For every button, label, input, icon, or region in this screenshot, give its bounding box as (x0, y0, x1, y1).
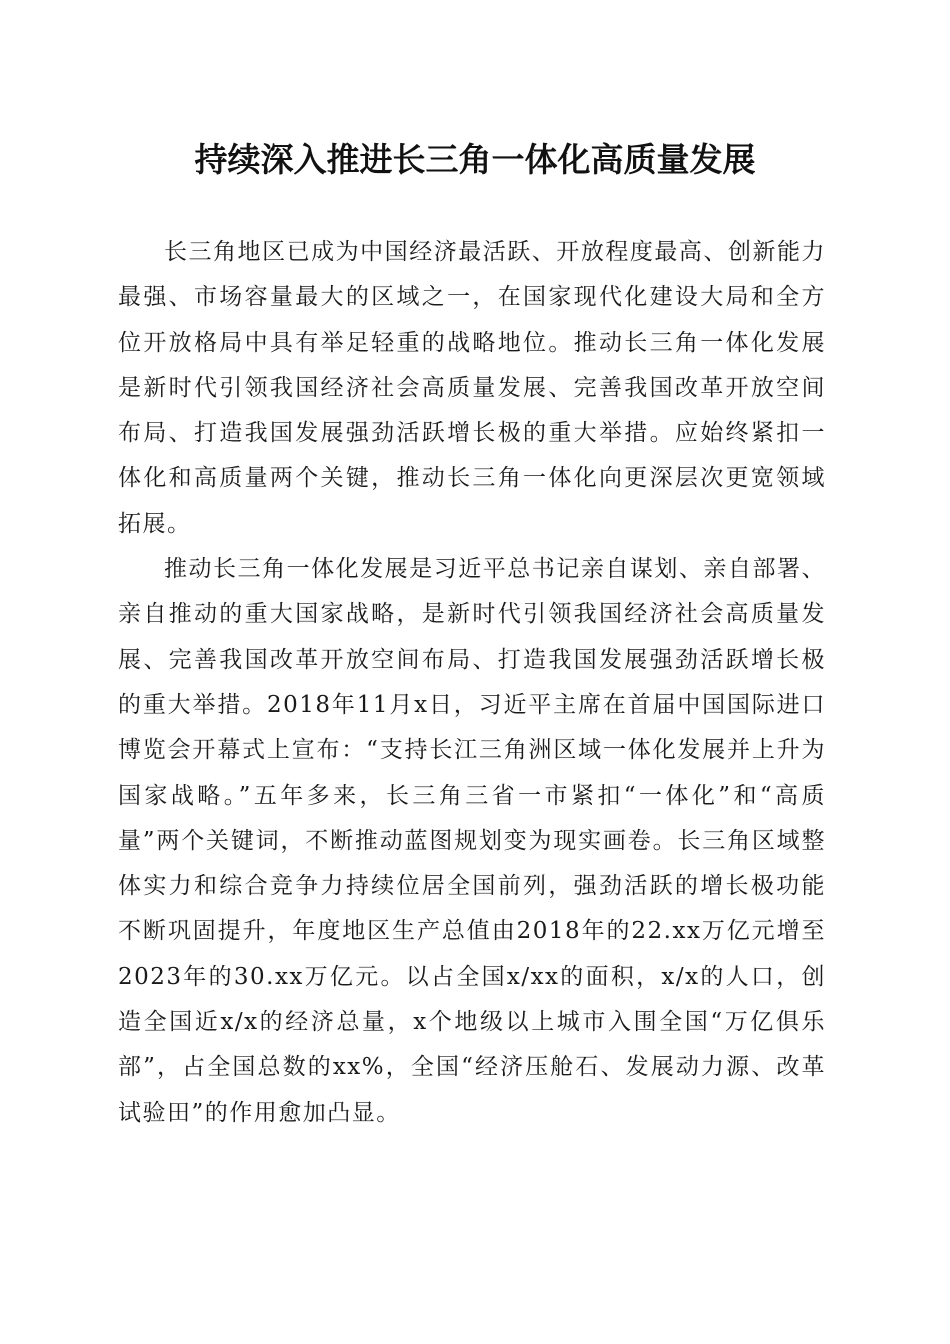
document-body (118, 230, 826, 1136)
paragraph-2: 推动长三角一体化发展是习近平总书记亲自谋划、亲自部署、亲自推动的重大国家战略，是新时代引领我国经济社会高质量发展、完善我国改革开放空间布局、打造我国发展强劲活跃增长极的重大举措。2018年11月x日，习近平主席在首届中国国际进口博览会开幕式上宣布：“支持长江三角洲区域一体化发展并上升为国家战略。”五年多来，长三角三省一市紧扣“一体化”和“高质量”两个关键词，不断推动蓝图规划变为现实画卷。长三角区域整体实力和综合竞争力持续位居全国前列，强劲活跃的增长极功能不断巩固提升，年度地区生产总值由2018年的22.xx万亿元增至2023年的30.xx万亿元。以占全国x/xx的面积，x/x的人口，创造全国近x/x的经济总量，x个地级以上城市入围全国“万亿俱乐部”，占全国总数的xx%，全国“经济压舱石、发展动力源、改革试验田”的作用愈加凸显。 (118, 556, 826, 1126)
document-title: 持续深入推进长三角一体化高质量发展 (194, 140, 756, 179)
paragraph-1: 长三角地区已成为中国经济最活跃、开放程度最高、创新能力最强、市场容量最大的区域之一，在国家现代化建设大局和全方位开放格局中具有举足轻重的战略地位。推动长三角一体化发展是新时代引领我国经济社会高质量发展、完善我国改革开放空间布局、打造我国发展强劲活跃增长极的重大举措。应始终紧扣一体化和高质量两个关键，推动长三角一体化向更深层次更宽领域拓展。 (118, 239, 826, 537)
